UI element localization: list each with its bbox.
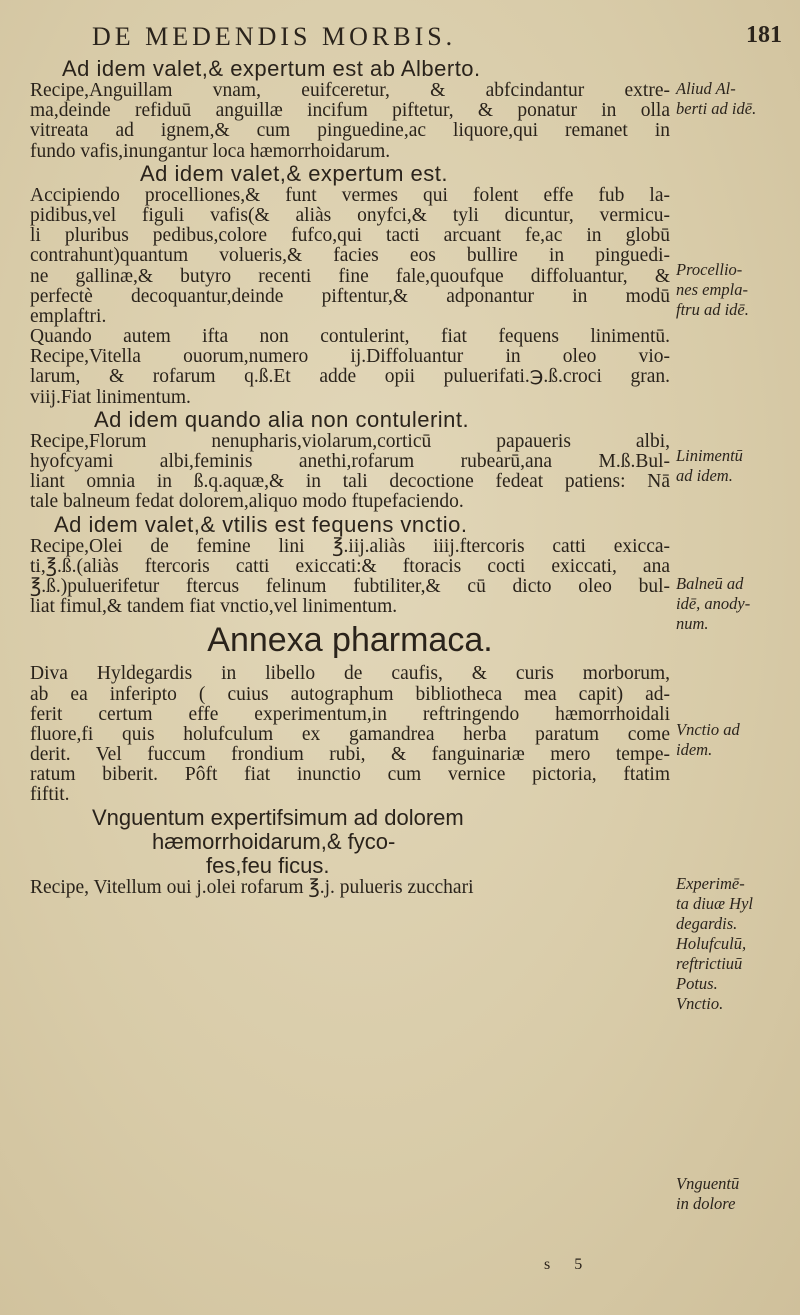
section-heading: Ad idem quando alia non contulerint.: [94, 406, 470, 432]
text-line: Recipe,Anguillam vnam, euifceretur, & abfcindantur extre-: [30, 81, 670, 101]
recipe-heading: Vnguentum expertifsimum ad dolorem: [92, 804, 464, 830]
margin-note: berti ad idē.: [676, 99, 757, 118]
text-line: contrahunt)quantum volueris,& facies eos bullire in pinguedi-: [30, 246, 670, 267]
margin-note: degardis.: [676, 914, 738, 933]
main-text-column: [30, 57, 670, 898]
margin-note: Experimē-: [676, 874, 745, 893]
text-line: perfectè decoquantur,deinde piftentur,& adponantur in modū: [30, 286, 670, 307]
text-line: Quando autem ifta non contulerint, fiat fequens linimentū.: [30, 327, 670, 348]
recipe-heading: hæmorrhoidarum,& fyco-: [152, 828, 396, 854]
text-line: ferit certum effe experimentum,in reftringendo hæmorrhoidali: [30, 704, 670, 725]
margin-note: num.: [676, 614, 709, 633]
text-line: ma,deinde refiduū anguillæ incifum piftetur, & ponatur in olla: [30, 101, 670, 122]
page-number: 181: [746, 22, 782, 48]
text-line: liant omnia in ß.q.aquæ,& in tali decoctione fedeat patiens: Nā: [30, 472, 670, 493]
margin-note: Vnctio.: [676, 994, 724, 1013]
margin-note: Aliud Al-: [676, 79, 736, 98]
margin-note: Potus.: [676, 974, 718, 993]
margin-note: ta diuæ Hyl: [676, 894, 753, 913]
margin-note: Procellio-: [676, 260, 743, 279]
margin-note: Vnguentū: [676, 1174, 740, 1193]
text-line: li pluribus pedibus,colore fufco,qui tacti arcuant fe,ac in globū: [30, 226, 670, 247]
section-heading: Ad idem valet,& vtilis est fequens vnctio.: [54, 511, 468, 537]
text-line: ℥.ß.)puluerifetur ftercus felinum fubtiliter,& cū dicto oleo bul-: [30, 576, 670, 597]
text-line: Diva Hyldegardis in libello de caufis, & curis morborum,: [30, 664, 670, 685]
page-header: [92, 22, 782, 56]
text-line: liat fimul,& tandem fiat vnctio,vel linimentum.: [30, 597, 398, 618]
margin-note: Vnctio ad: [676, 720, 740, 739]
margin-note: ad idem.: [676, 466, 733, 485]
running-title: DE MEDENDIS MORBIS.: [92, 22, 457, 51]
text-line: Recipe, Vitellum oui j.olei rofarum ℥.j. pulueris zucchari: [30, 877, 474, 898]
text-line: ti,℥.ß.(aliàs ftercoris catti exiccati:& ftoracis cocti exiccati, ana: [30, 556, 670, 577]
margin-note: reftrictiuū: [676, 954, 743, 973]
text-line: emplaftri.: [30, 306, 107, 327]
signature-mark: s 5: [544, 1256, 593, 1273]
text-line: pidibus,vel figuli vafis(& aliàs onyfci,& tyli dicuntur, vermicu-: [30, 205, 670, 226]
margin-note: in dolore: [676, 1194, 736, 1213]
margin-note: ftru ad idē.: [676, 300, 749, 319]
text-line: ab ea inferipto ( cuius autographum bibliotheca mea capit) ad-: [30, 684, 670, 705]
text-line: ratum biberit. Pôft fiat inunctio cum vernice pictoria, ftatim: [30, 765, 670, 786]
margin-note: idem.: [676, 740, 713, 759]
section-heading: Ad idem valet,& expertum est.: [140, 160, 448, 186]
margin-note: Holufculū,: [676, 934, 747, 953]
text-line: larum, & rofarum q.ß.Et adde opii puluerifati.℈.ß.croci gran.: [30, 367, 670, 388]
margin-note: nes empla-: [676, 280, 748, 299]
text-line: Recipe,Vitella ouorum,numero ij.Diffoluantur in oleo vio-: [30, 347, 670, 368]
section-title: Annexa pharmaca.: [207, 621, 493, 660]
text-line: Recipe,Florum nenupharis,violarum,corticū papaueris albi,: [30, 431, 670, 452]
text-line: ne gallinæ,& butyro recenti fine fale,quoufque diffoluantur, &: [30, 266, 670, 287]
text-line: viij.Fiat linimentum.: [30, 387, 191, 408]
section-heading: Ad idem valet,& expertum est ab Alberto.: [62, 56, 481, 81]
recipe-heading: fes,feu ficus.: [206, 852, 330, 878]
text-line: Accipiendo procelliones,& funt vermes qui folent effe fub la-: [30, 185, 670, 206]
text-line: vitreata ad ignem,& cum pinguedine,ac liquore,qui remanet in: [30, 121, 670, 142]
margin-note: idē, anody-: [676, 594, 751, 613]
text-line: derit. Vel fuccum frondium rubi, & fanguinariæ mero tempe-: [30, 745, 670, 766]
text-line: fundo vafis,inungantur loca hæmorrhoidarum.: [30, 141, 391, 162]
margin-note: Linimentū: [676, 446, 743, 465]
text-line: hyofcyami albi,feminis anethi,rofarum rubearū,ana M.ß.Bul-: [30, 452, 670, 472]
text-line: fiftit.: [30, 785, 70, 806]
text-line: fluore,fi quis holufculum ex gamandrea herba paratum come: [30, 724, 670, 745]
text-line: tale balneum fedat dolorem,aliquo modo ftupefaciendo.: [30, 492, 464, 513]
text-line: Recipe,Olei de femine lini ℥.iij.aliàs iiij.ftercoris catti exicca-: [30, 536, 670, 557]
margin-note: Balneū ad: [676, 574, 744, 593]
